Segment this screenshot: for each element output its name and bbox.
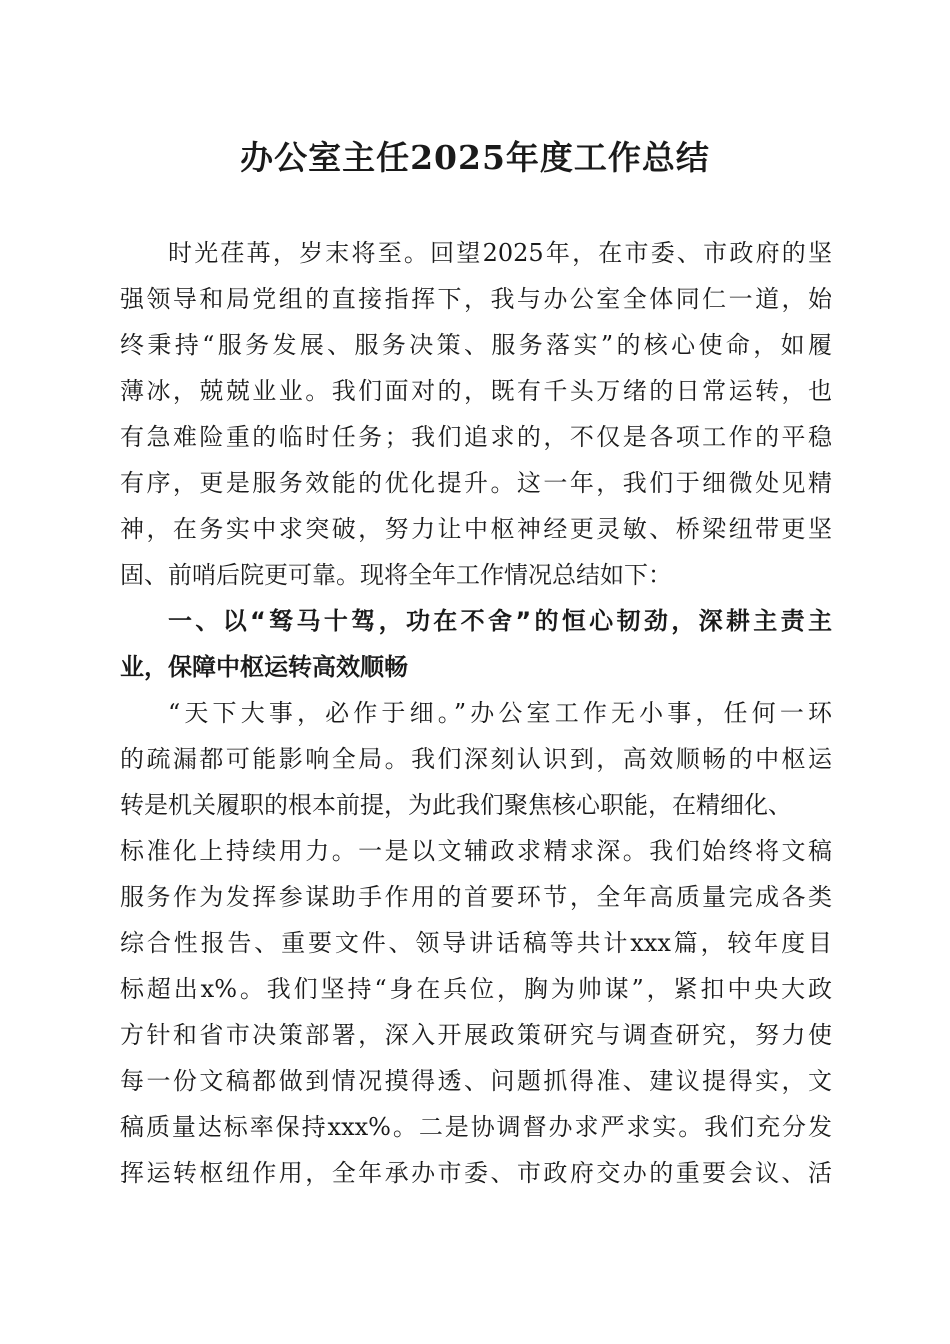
paragraph-line: 薄冰，兢兢业业。我们面对的，既有千头万绪的日常运转，也 — [120, 377, 832, 405]
document-title: 办公室主任2025年度工作总结 — [240, 138, 710, 177]
document-body — [120, 230, 832, 1196]
intro-paragraph — [120, 230, 832, 598]
paragraph-line: 神，在务实中求突破，努力让中枢神经更灵敏、桥梁纽带更坚 — [120, 515, 832, 543]
paragraph-line: 标超出x%。我们坚持“身在兵位，胸为帅谋”，紧扣中央大政 — [120, 975, 832, 1003]
paragraph-line: 转是机关履职的根本前提，为此我们聚焦核心职能，在精细化、 — [120, 791, 792, 819]
paragraph-line: 的疏漏都可能影响全局。我们深刻认识到，高效顺畅的中枢运 — [120, 745, 832, 773]
heading-line: 一、以“驽马十驾，功在不舍”的恒心韧劲，深耕主责主 — [168, 607, 832, 635]
paragraph-line: 终秉持“服务发展、服务决策、服务落实”的核心使命，如履 — [120, 331, 832, 359]
paragraph-line: 强领导和局党组的直接指挥下，我与办公室全体同仁一道，始 — [120, 285, 832, 313]
paragraph-line: 标准化上持续用力。一是以文辅政求精求深。我们始终将文稿 — [120, 837, 832, 865]
paragraph-line: 综合性报告、重要文件、领导讲话稿等共计xxx篇，较年度目 — [120, 929, 832, 957]
paragraph-line: 每一份文稿都做到情况摸得透、问题抓得准、建议提得实，文 — [120, 1067, 832, 1095]
paragraph-line: “天下大事，必作于细。”办公室工作无小事，任何一环 — [168, 699, 832, 727]
section-paragraph — [120, 690, 832, 1196]
paragraph-line: 固、前哨后院更可靠。现将全年工作情况总结如下： — [120, 561, 672, 589]
paragraph-line: 服务作为发挥参谋助手作用的首要环节，全年高质量完成各类 — [120, 883, 832, 911]
paragraph-line: 方针和省市决策部署，深入开展政策研究与调查研究，努力使 — [120, 1021, 832, 1049]
paragraph-line: 挥运转枢纽作用，全年承办市委、市政府交办的重要会议、活 — [120, 1159, 832, 1187]
paragraph-line: 有序，更是服务效能的优化提升。这一年，我们于细微处见精 — [120, 469, 832, 497]
paragraph-line: 稿质量达标率保持xxx%。二是协调督办求严求实。我们充分发 — [120, 1113, 832, 1141]
paragraph-line: 时光荏苒，岁末将至。回望2025年，在市委、市政府的坚 — [168, 239, 832, 267]
section-heading — [120, 598, 832, 690]
heading-line: 业，保障中枢运转高效顺畅 — [120, 653, 408, 681]
paragraph-line: 有急难险重的临时任务；我们追求的，不仅是各项工作的平稳 — [120, 423, 832, 451]
